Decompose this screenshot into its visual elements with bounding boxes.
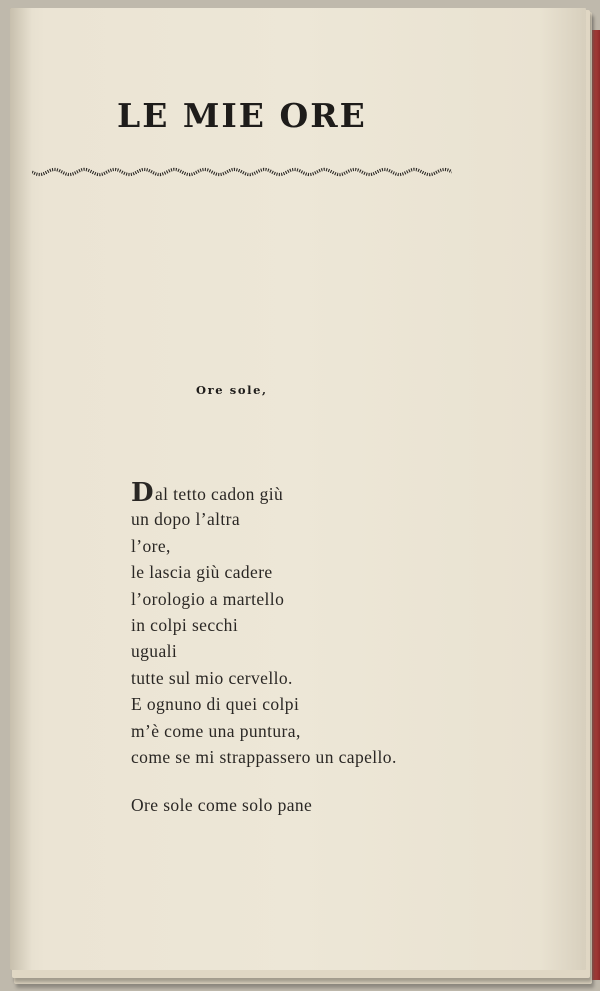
- poem-body: [131, 480, 397, 819]
- poem-line: tutte sul mio cervello.: [131, 667, 293, 688]
- poem-line: come se mi strappassero un capello.: [131, 746, 397, 767]
- section-subtitle: Ore sole,: [196, 383, 268, 397]
- poem-line: le lascia giù cadere: [131, 562, 273, 583]
- poem-line: l’orologio a martello: [131, 588, 285, 609]
- drop-cap: D: [131, 478, 154, 508]
- poem-line: uguali: [131, 641, 178, 662]
- poem-final-line: Ore sole come solo pane: [131, 795, 313, 816]
- poem-line: un dopo l’altra: [131, 509, 241, 530]
- wavy-divider: [32, 164, 452, 180]
- poem-line: m’è come una puntura,: [131, 720, 301, 741]
- page-title: LE MIE ORE: [117, 96, 367, 135]
- poem-line: E ognuno di quei colpi: [131, 694, 300, 715]
- stanza-gap: [131, 770, 397, 792]
- poem-first-line: [131, 480, 397, 506]
- first-line-text: al tetto cadon giù: [154, 484, 284, 504]
- poem-line: in colpi secchi: [131, 614, 239, 635]
- poem-line: l’ore,: [131, 535, 171, 556]
- spine-shadow: [10, 8, 32, 970]
